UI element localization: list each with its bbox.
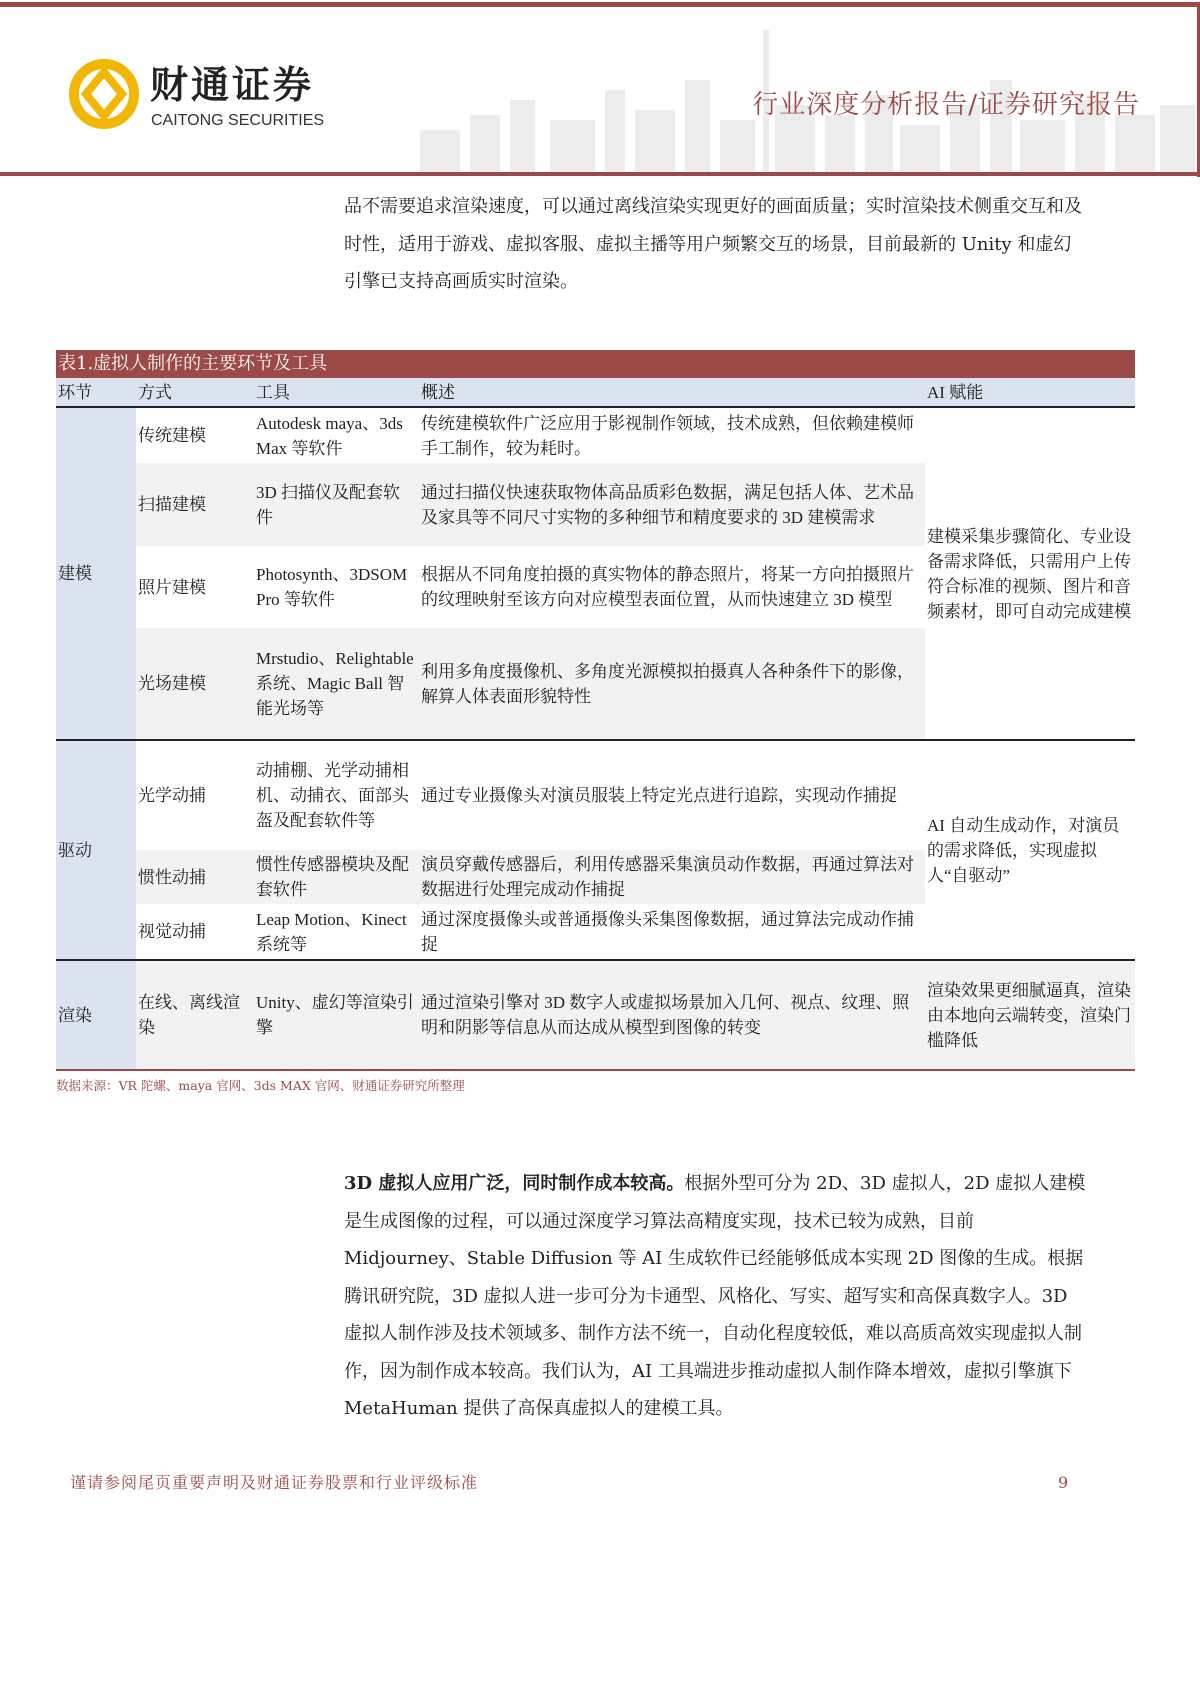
table-title: 表1.虚拟人制作的主要环节及工具	[56, 350, 1135, 378]
body-text: 根据外型可分为 2D、3D 虚拟人，2D 虚拟人建模是生成图像的过程，可以通过深度学习算法高精度实现，技术已较为成熟，目前 Midjourney、Stable Diffusion 等 AI 生成软件已经能够低成本实现 2D 图像的生成。根据腾讯研究院，3D 虚拟人进一步可分为卡通型、风格化、写实、超写实和高保真数字人。3D 虚拟人制作涉及技术领域多、制作方法不统一，自动化程度较低，难以高质高效实现虚拟人制作，因为制作成本较高。我们认为，AI 工具端进步推动虚拟人制作降本增效，虚拟引擎旗下 MetaHuman 提供了高保真虚拟人的建模工具。	[344, 1173, 1086, 1419]
desc-cell: 通过渲染引擎对 3D 数字人或虚拟场景加入几何、视点、纹理、照明和阴影等信息从而达成从模型到图像的转变	[419, 960, 925, 1070]
brand-name-cn: 财通证券	[150, 63, 315, 107]
ai-cell: AI 自动生成动作，对演员的需求降低，实现虚拟人“自驱动”	[925, 740, 1135, 960]
report-type: 行业深度分析报告/证券研究报告	[752, 90, 1140, 120]
col-header: 概述	[419, 378, 925, 407]
brand-name-en: CAITONG SECURITIES	[151, 112, 325, 129]
footer-disclaimer: 谨请参阅尾页重要声明及财通证券股票和行业评级标准	[70, 1472, 479, 1492]
header-top-rule	[0, 2, 1200, 7]
header-bottom-rule	[0, 172, 1200, 176]
col-header: 工具	[254, 378, 419, 407]
col-header: 方式	[136, 378, 254, 407]
desc-cell: 根据从不同角度拍摄的真实物体的静态照片，将某一方向拍摄照片的纹理映射至该方向对应模型表面位置，从而快速建立 3D 模型	[421, 565, 914, 609]
method-cell: 惯性动捕	[136, 850, 254, 904]
method-cell: 光场建模	[136, 628, 254, 740]
desc-cell: 利用多角度摄像机、多角度光源模拟拍摄真人各种条件下的影像，解算人体表面形貌特性	[419, 628, 925, 740]
body-paragraph	[344, 1165, 1089, 1428]
tool-cell: Mrstudio、Relightable 系统、Magic Ball 智能光场等	[254, 628, 419, 740]
desc-cell: 传统建模软件广泛应用于影视制作领域，技术成熟，但依赖建模师手工制作，较为耗时。	[421, 413, 914, 458]
method-cell: 照片建模	[138, 577, 206, 597]
method-cell: 传统建模	[138, 426, 206, 445]
ai-cell: 建模采集步骤简化、专业设备需求降低，只需用户上传符合标准的视频、图片和音频素材，即可自动完成建模	[925, 407, 1135, 740]
table-row	[56, 740, 1135, 850]
method-cell: 视觉动捕	[138, 922, 206, 941]
table-row	[56, 960, 1135, 1070]
page-number: 9	[1058, 1472, 1069, 1492]
method-cell: 光学动捕	[136, 740, 254, 850]
table-row	[56, 407, 1135, 463]
tool-cell: 动捕棚、光学动捕相机、动捕衣、面部头盔及配套软件等	[254, 740, 419, 850]
tool-cell: Photosynth、3DSOM Pro 等软件	[256, 565, 408, 609]
tool-cell: Leap Motion、Kinect 系统等	[256, 909, 407, 954]
table-source: 数据来源：VR 陀螺、maya 官网、3ds MAX 官网、财通证券研究所整理	[56, 1078, 465, 1093]
col-header: 环节	[56, 378, 136, 407]
col-header: AI 赋能	[925, 378, 1135, 407]
caitong-logo-icon	[68, 58, 140, 130]
method-cell: 扫描建模	[136, 463, 254, 546]
main-content	[56, 350, 1135, 1496]
production-table	[56, 378, 1135, 1071]
desc-cell: 通过扫描仪快速获取物体高品质彩色数据，满足包括人体、艺术品及家具等不同尺寸实物的多种细节和精度要求的 3D 建模需求	[419, 463, 925, 546]
body-lead: 3D 虚拟人应用广泛，同时制作成本较高。	[344, 1173, 685, 1194]
desc-cell: 演员穿戴传感器后，利用传感器采集演员动作数据，再通过算法对数据进行处理完成动作捕捉	[419, 850, 925, 904]
desc-cell: 通过专业摄像头对演员服装上特定光点进行追踪，实现动作捕捉	[419, 740, 925, 850]
stage-cell: 驱动	[56, 740, 136, 960]
intro-paragraph: 品不需要追求渲染速度，可以通过离线渲染实现更好的画面质量；实时渲染技术侧重交互和及时性，适用于游戏、虚拟客服、虚拟主播等用户频繁交互的场景，目前最新的 Unity 和虚幻引擎已支持高画质实时渲染。	[344, 196, 1082, 292]
tool-cell: Unity、虚幻等渲染引擎	[254, 960, 419, 1070]
tool-cell: 3D 扫描仪及配套软件	[254, 463, 419, 546]
ai-cell: 渲染效果更细腻逼真，渲染由本地向云端转变，渲染门槛降低	[925, 960, 1135, 1070]
desc-cell: 通过深度摄像头或普通摄像头采集图像数据，通过算法完成动作捕捉	[421, 909, 914, 954]
tool-cell: 惯性传感器模块及配套软件	[254, 850, 419, 904]
tool-cell: Autodesk maya、3ds Max 等软件	[256, 413, 403, 458]
stage-cell: 建模	[56, 407, 136, 740]
method-cell: 在线、离线渲染	[136, 960, 254, 1070]
table-header-row	[56, 378, 1135, 407]
footer	[70, 1472, 1135, 1496]
stage-cell: 渲染	[56, 960, 136, 1070]
